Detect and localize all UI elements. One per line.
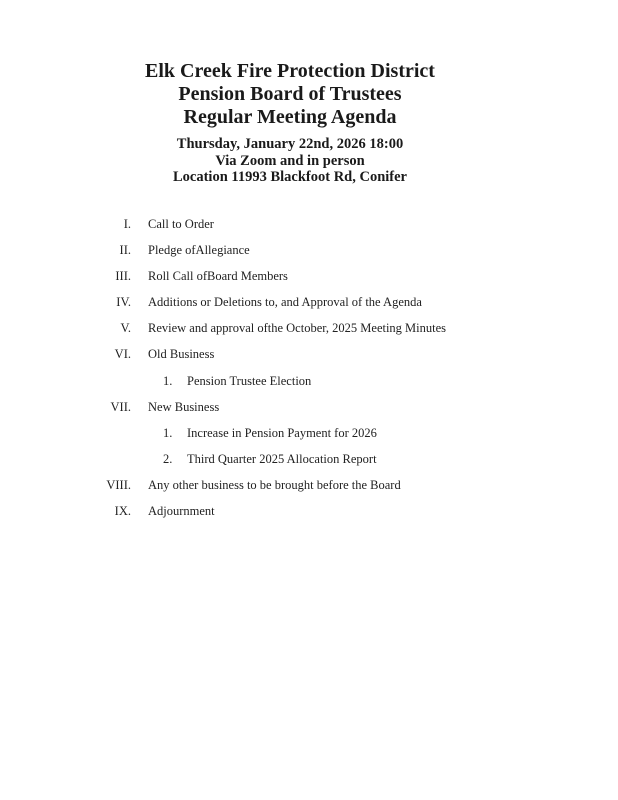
- agenda-item: [0, 267, 618, 293]
- meeting-details: [0, 136, 580, 186]
- item-number: I.: [123, 217, 131, 231]
- agenda-item: [0, 345, 618, 371]
- subitem-number: 2.: [163, 451, 173, 466]
- item-text: New Business: [148, 399, 220, 414]
- item-text: Adjournment: [148, 504, 215, 519]
- subitem-number: 1.: [163, 425, 173, 440]
- item-number: IV.: [116, 295, 131, 310]
- document-title: Regular Meeting Agenda: [183, 106, 397, 128]
- item-text: Call to Order: [148, 217, 214, 231]
- agenda-list: [0, 215, 618, 528]
- meeting-date-time: Thursday, January 22nd, 2026 18:00: [176, 136, 404, 152]
- meeting-venue: Via Zoom and in person: [215, 152, 365, 169]
- item-text: Review and approval ofthe October, 2025 Meeting Minutes: [148, 321, 447, 336]
- agenda-item: [0, 293, 618, 319]
- item-number: VIII.: [106, 477, 131, 492]
- item-number: IX.: [114, 504, 131, 519]
- subitem-number: 1.: [163, 373, 173, 388]
- item-text: Old Business: [148, 347, 215, 362]
- board-name: Pension Board of Trustees: [178, 83, 402, 105]
- meeting-location: Location 11993 Blackfoot Rd, Conifer: [172, 169, 407, 185]
- item-number: V.: [120, 321, 131, 336]
- item-number: II.: [119, 243, 131, 258]
- item-text: Pledge ofAllegiance: [148, 243, 250, 258]
- item-text: Any other business to be brought before the Board: [148, 477, 401, 492]
- item-text: Roll Call ofBoard Members: [148, 269, 288, 284]
- agenda-subitem: [0, 372, 618, 398]
- agenda-item: [0, 319, 618, 345]
- agenda-item: [0, 476, 618, 502]
- agenda-subitem: [0, 424, 618, 450]
- agenda-header: [0, 60, 580, 186]
- agenda-item: [0, 398, 618, 424]
- agenda-subitem: [0, 450, 618, 476]
- subitem-text: Third Quarter 2025 Allocation Report: [187, 451, 377, 466]
- item-number: VI.: [114, 347, 131, 362]
- agenda-item: [0, 502, 618, 528]
- agenda-item: [0, 241, 618, 267]
- subitem-text: Increase in Pension Payment for 2026: [187, 425, 377, 440]
- item-text: Additions or Deletions to, and Approval of the Agenda: [148, 295, 422, 310]
- agenda-item: [0, 215, 618, 241]
- subitem-text: Pension Trustee Election: [187, 373, 312, 388]
- district-name: Elk Creek Fire Protection District: [145, 60, 435, 82]
- item-number: VII.: [110, 399, 131, 414]
- item-number: III.: [115, 269, 131, 284]
